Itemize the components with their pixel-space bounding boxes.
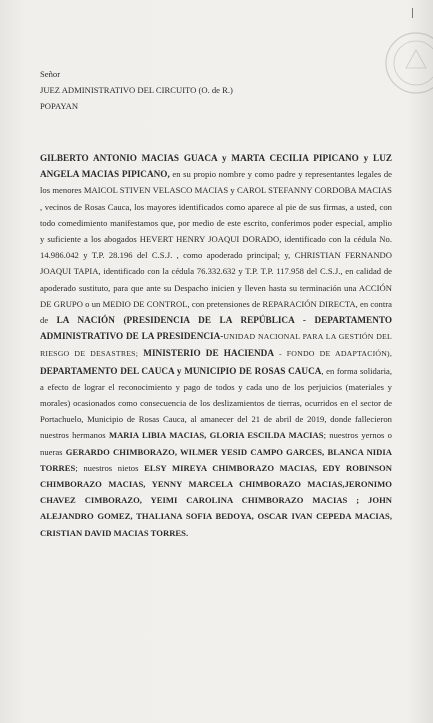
deceased-siblings: MARIA LIBIA MACIAS, GLORIA ESCILDA MACIAS [108, 430, 324, 441]
power-of-attorney-text: en su propio nombre y como padre y representantes legales de los menores MAICOL STIVEN VELASCO MACIAS y CAROL STEFANNY CORDOBA MACIAS , vecinos de Rosas Cauca, los mayores identificados como aparece al pie de sus firmas, a usted, con todo comedimiento manifestamos que, por medio de este escrito, conferimos poder especial, amplio y suficiente a los abogados HEVERT HENRY JOAQUI DORADO, identificado con la cédula No. 14.986.042 y T.P. 28.196 del C.S.J. , como apoderado principal; y, CHRISTIAN FERNANDO JOAQUI TAPIA, identificado con la cédula 76.332.632 y T.P. T.P. 117.958 del C.S.J., en calidad de apoderado sustituto, para que ante su Despacho inicien y lleven hasta su terminación una ACCIÓN DE GRUPO o un MEDIO DE CONTROL, con pretensiones de REPARACIÓN DIRECTA, en contra de [40, 169, 392, 326]
claim-text: , en forma solidaria, a efecto de lograr el reconocimiento y pago de todos y cada uno de los perjuicios (materiales y morales) ocasionados como consecuencia de los deslizamientos de tierras, ocurridos en el sector de Portachuelo, Municipio de Rosas Cauca, al amanecer del 21 de abril de 2019, donde fallecieron nuestros hermanos [40, 365, 392, 441]
in-laws-label: ; nuestros yernos o nueras [40, 430, 392, 457]
deceased-in-laws: GERARDO CHIMBORAZO, WILMER YESID CAMPO GARCES, BLANCA NIDIA TORRES [40, 446, 392, 473]
grandchildren-label: ; nuestros nietos [75, 462, 145, 473]
defendant-fund: - FONDO DE ADAPTACIÓN), [273, 349, 392, 359]
defendant-nation: LA NACIÓN (PRESIDENCIA DE LA REPÚBLICA - DEPARTAMENTO ADMINISTRATIVO DE LA PRESIDENCIA- [40, 315, 393, 342]
city: POPAYAN [40, 101, 79, 111]
body-paragraph [40, 150, 392, 541]
defendant-department-municipality: DEPARTAMENTO DEL CAUCA y MUNICIPIO DE ROSAS CAUCA [40, 365, 322, 376]
grantor-names: GILBERTO ANTONIO MACIAS GUACA y MARTA CECILIA PIPICANO y LUZ ANGELA MACIAS PIPICANO, [40, 153, 392, 180]
defendant-risk-unit: UNIDAD NACIONAL PARA LA GESTIÓN DEL RIESGO DE DESASTRES; [40, 332, 392, 359]
letter-content [40, 66, 392, 541]
deceased-grandchildren: ELSY MIREYA CHIMBORAZO MACIAS, EDY ROBINSON CHIMBORAZO MACIAS, YENNY MARCELA CHIMBORAZO MACIAS,JERONIMO CHAVEZ CIMBORAZO, YEIMI CAROLINA CHIMBORAZO MACIAS ; JOHN ALEJANDRO GOMEZ, THALIANA SOFIA BEDOYA, OSCAR IVAN CEPEDA MACIAS, CRISTIAN DAVID MACIAS TORRES. [40, 462, 392, 538]
edge-mark [412, 8, 413, 18]
salutation: Señor [40, 69, 61, 79]
defendant-ministry: MINISTERIO DE HACIENDA [138, 348, 274, 359]
recipient: JUEZ ADMINISTRATIVO DEL CIRCUITO (O. de R.) [40, 85, 233, 95]
